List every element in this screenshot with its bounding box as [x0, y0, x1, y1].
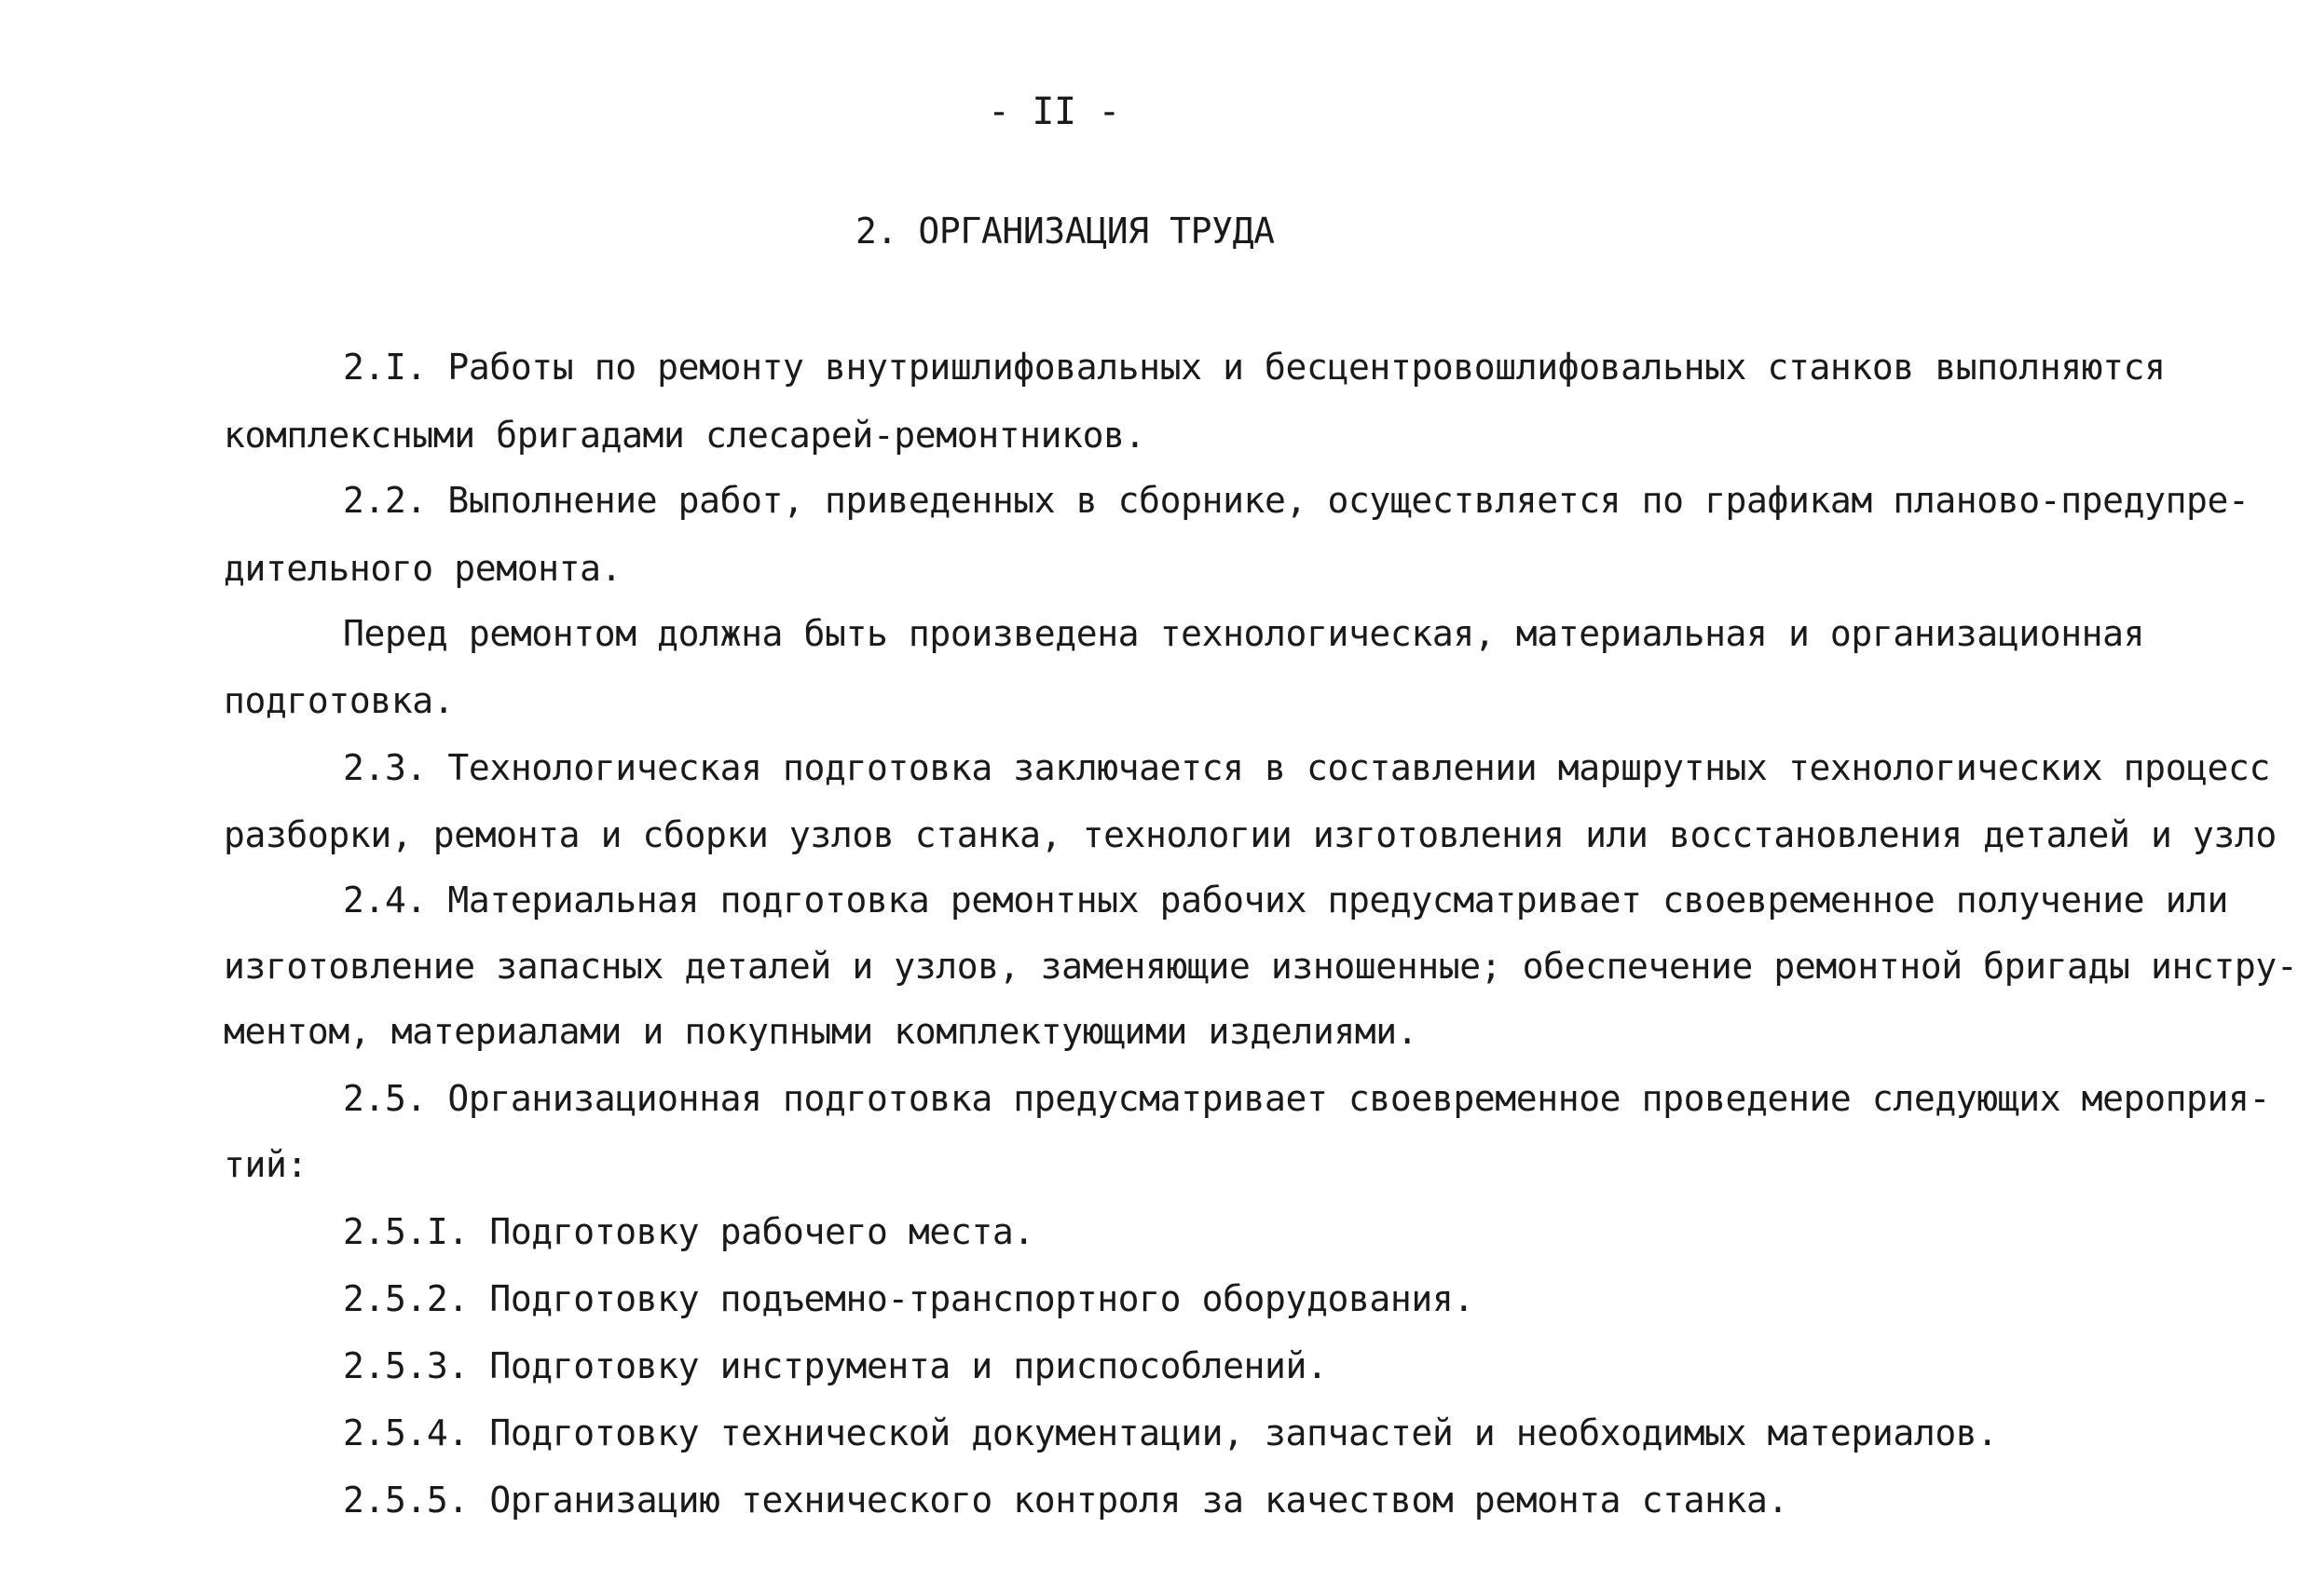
paragraph-2-2-line-1: 2.2. Выполнение работ, приведенных в сборнике, осуществляется по графикам планово-предупре- [343, 480, 2250, 521]
list-item-2-5-5: 2.5.5. Организацию технического контроля за качеством ремонта станка. [343, 1480, 1788, 1521]
list-item-2-5-1: 2.5.I. Подготовку рабочего места. [343, 1211, 1034, 1252]
paragraph-2-4-line-3: ментом, материалами и покупными комплектующими изделиями. [224, 1011, 1418, 1052]
paragraph-before-repair-line-1: Перед ремонтом должна быть произведена технологическая, материальная и организационная [343, 613, 2145, 654]
paragraph-2-3-line-2: разборки, ремонта и сборки узлов станка, технологии изготовления или восстановления деталей и узло [224, 814, 2277, 855]
section-title: 2. ОРГАНИЗАЦИЯ ТРУДА [855, 211, 1275, 252]
paragraph-2-1-line-1: 2.I. Работы по ремонту внутришлифовальных и бесцентровошлифовальных станков выполняются [343, 347, 2166, 388]
paragraph-2-4-line-1: 2.4. Материальная подготовка ремонтных рабочих предусматривает своевременное получение или [343, 880, 2229, 921]
list-item-2-5-4: 2.5.4. Подготовку технической документации, запчастей и необходимых материалов. [343, 1412, 1998, 1453]
paragraph-2-2-line-2: дительного ремонта. [224, 548, 622, 589]
paragraph-2-5-line-2: тий: [224, 1144, 308, 1185]
list-item-2-5-3: 2.5.3. Подготовку инструмента и приспособлений. [343, 1345, 1328, 1386]
paragraph-2-5-line-1: 2.5. Организационная подготовка предусматривает своевременное проведение следующих мероприя- [343, 1078, 2270, 1119]
list-item-2-5-2: 2.5.2. Подготовку подъемно-транспортного оборудования. [343, 1278, 1474, 1319]
paragraph-2-1-line-2: комплексными бригадами слесарей-ремонтников. [224, 415, 1146, 456]
paragraph-before-repair-line-2: подготовка. [224, 680, 455, 721]
paragraph-2-4-line-2: изготовление запасных деталей и узлов, заменяющие изношенные; обеспечение ремонтной бригады инстру- [224, 946, 2298, 987]
paragraph-2-3-line-1: 2.3. Технологическая подготовка заключается в составлении маршрутных технологических процесс [343, 747, 2270, 788]
page-number: - II - [988, 90, 1121, 133]
